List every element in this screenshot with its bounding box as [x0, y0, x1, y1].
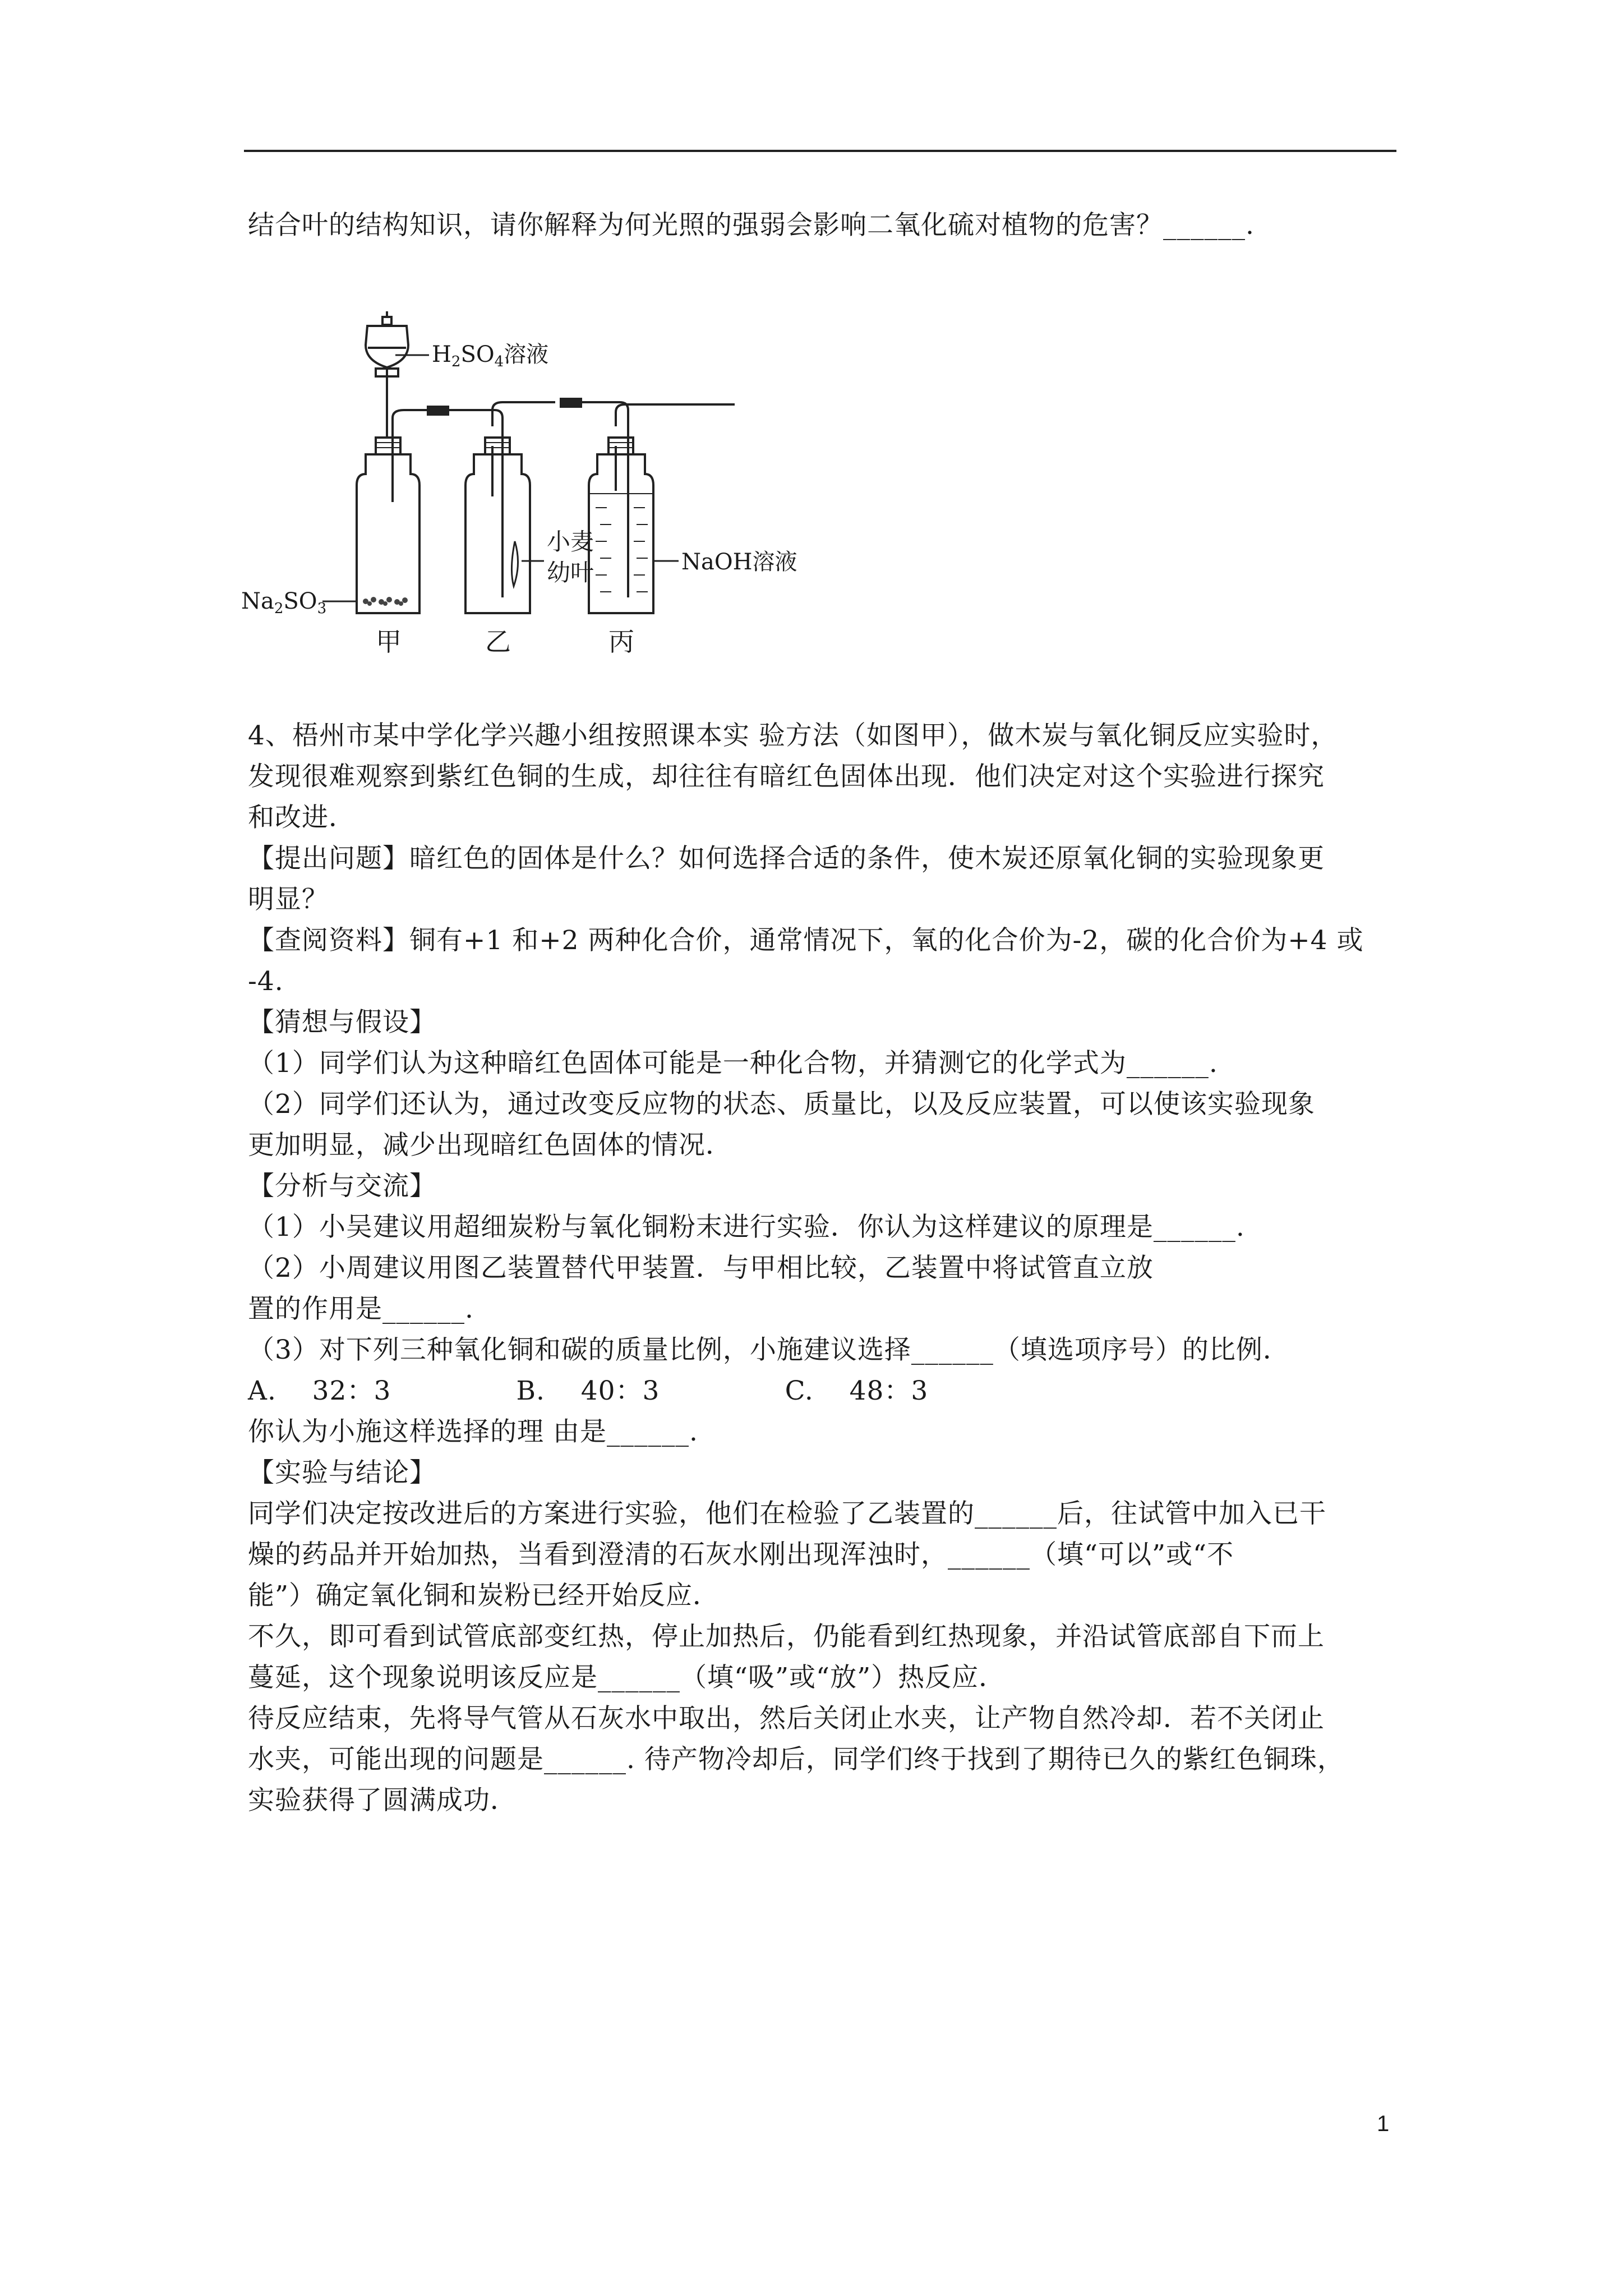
apparatus-figure — [241, 306, 797, 665]
label-bing: 丙 — [608, 627, 634, 657]
q4-line-18: 你认为小施这样选择的理 由是______. — [248, 1416, 698, 1447]
header-rule — [244, 150, 1396, 152]
q4-line-23: 不久，即可看到试管底部变红热，停止加热后，仍能看到红热现象，并沿试管底部自下而上 — [248, 1621, 1325, 1652]
bottle-yi-icon — [465, 454, 530, 613]
q4-line-1: 4、梧州市某中学化学兴趣小组按照课本实 验方法（如图甲），做木炭与氧化铜反应实验时， — [248, 720, 1338, 751]
bottle-yi-stopper — [485, 438, 510, 454]
wheat-label-line2: 幼叶 — [547, 559, 594, 586]
rubber-joint-1 — [428, 407, 448, 415]
label-jia: 甲 — [376, 627, 402, 657]
q4-line-5: 明显？ — [248, 884, 329, 915]
na2so3-solid-icon — [363, 597, 408, 606]
q4-line-13: （1）小吴建议用超细炭粉与氧化铜粉末进行实验．你认为这样建议的原理是______. — [248, 1212, 1245, 1243]
q4-line-15: 置的作用是______. — [248, 1294, 474, 1324]
q4-line-16: （3）对下列三种氧化铜和碳的质量比例，小施建议选择______（填选项序号）的比例． — [248, 1335, 1290, 1365]
rubber-joint-2 — [561, 399, 581, 407]
q4-line-12: 【分析与交流】 — [248, 1171, 436, 1202]
q4-line-2: 发现很难观察到紫红色铜的生成，却往往有暗红色固体出现．他们决定对这个实验进行探究 — [248, 761, 1325, 792]
na2so3-label: $Na_2SO_3$ — [241, 588, 327, 617]
q4-line-20: 同学们决定按改进后的方案进行实验，他们在检验了乙装置的______后，往试管中加入已干 — [248, 1498, 1326, 1529]
naoh-liquid — [596, 508, 648, 592]
tube-bing-outlet — [616, 404, 735, 426]
q4-line-9: （1）同学们认为这种暗红色固体可能是一种化合物，并猜测它的化学式为______. — [248, 1048, 1218, 1079]
q4-line-7: -4. — [248, 966, 284, 997]
funnel-neck — [382, 317, 391, 325]
bottle-jia-icon — [357, 454, 419, 613]
q4-line-4: 【提出问题】暗红色的固体是什么？如何选择合适的条件，使木炭还原氧化铜的实验现象更 — [248, 843, 1325, 874]
q4-line-3: 和改进． — [248, 802, 356, 833]
page-number: 1 — [1377, 2111, 1390, 2136]
q4-options-line: A. 32：3 B. 40：3 C. 48：3 — [248, 1375, 929, 1406]
h2so4-label: $H_2SO_4$溶液 — [432, 342, 549, 370]
wheat-label-line1: 小麦 — [547, 528, 594, 555]
bottle-bing-stopper — [608, 438, 633, 454]
q4-line-6: 【查阅资料】铜有+1 和+2 两种化合价，通常情况下，氧的化合价为-2，碳的化合价为+4 或 — [248, 925, 1364, 956]
q4-line-27: 实验获得了圆满成功． — [248, 1785, 517, 1816]
bottle-jia-stopper — [376, 438, 400, 454]
question-3-tail: 结合叶的结构知识，请你解释为何光照的强弱会影响二氧化硫对植物的危害？______. — [248, 210, 1255, 241]
bottle-bing-inlet-tube — [620, 402, 628, 597]
q4-line-25: 待反应结束，先将导气管从石灰水中取出，然后关闭止水夹，让产物自然冷却．若不关闭止 — [248, 1703, 1325, 1734]
label-yi: 乙 — [485, 627, 511, 657]
q4-line-22: 能”）确定氧化铜和炭粉已经开始反应． — [248, 1580, 720, 1611]
q4-line-19: 【实验与结论】 — [248, 1457, 436, 1488]
bottle-bing-icon — [589, 454, 653, 613]
naoh-label: NaOH溶液 — [681, 549, 797, 575]
q4-line-24: 蔓延，这个现象说明该反应是______（填“吸”或“放”）热反应． — [248, 1662, 1006, 1693]
q4-line-26: 水夹，可能出现的问题是______. 待产物冷却后，同学们终于找到了期待已久的紫红色铜珠， — [248, 1744, 1344, 1775]
q4-line-10: （2）同学们还认为，通过改变反应物的状态、质量比，以及反应装置，可以使该实验现象 — [248, 1089, 1315, 1120]
q4-line-11: 更加明显，减少出现暗红色固体的情况． — [248, 1130, 732, 1161]
q4-line-21: 燥的药品并开始加热，当看到澄清的石灰水刚出现浑浊时，______（填“可以”或“不 — [248, 1539, 1234, 1570]
wheat-seedling-icon — [511, 541, 518, 586]
q4-line-8: 【猜想与假设】 — [248, 1007, 436, 1038]
q4-line-14: （2）小周建议用图乙装置替代甲装置．与甲相比较，乙装置中将试管直立放 — [248, 1253, 1154, 1283]
